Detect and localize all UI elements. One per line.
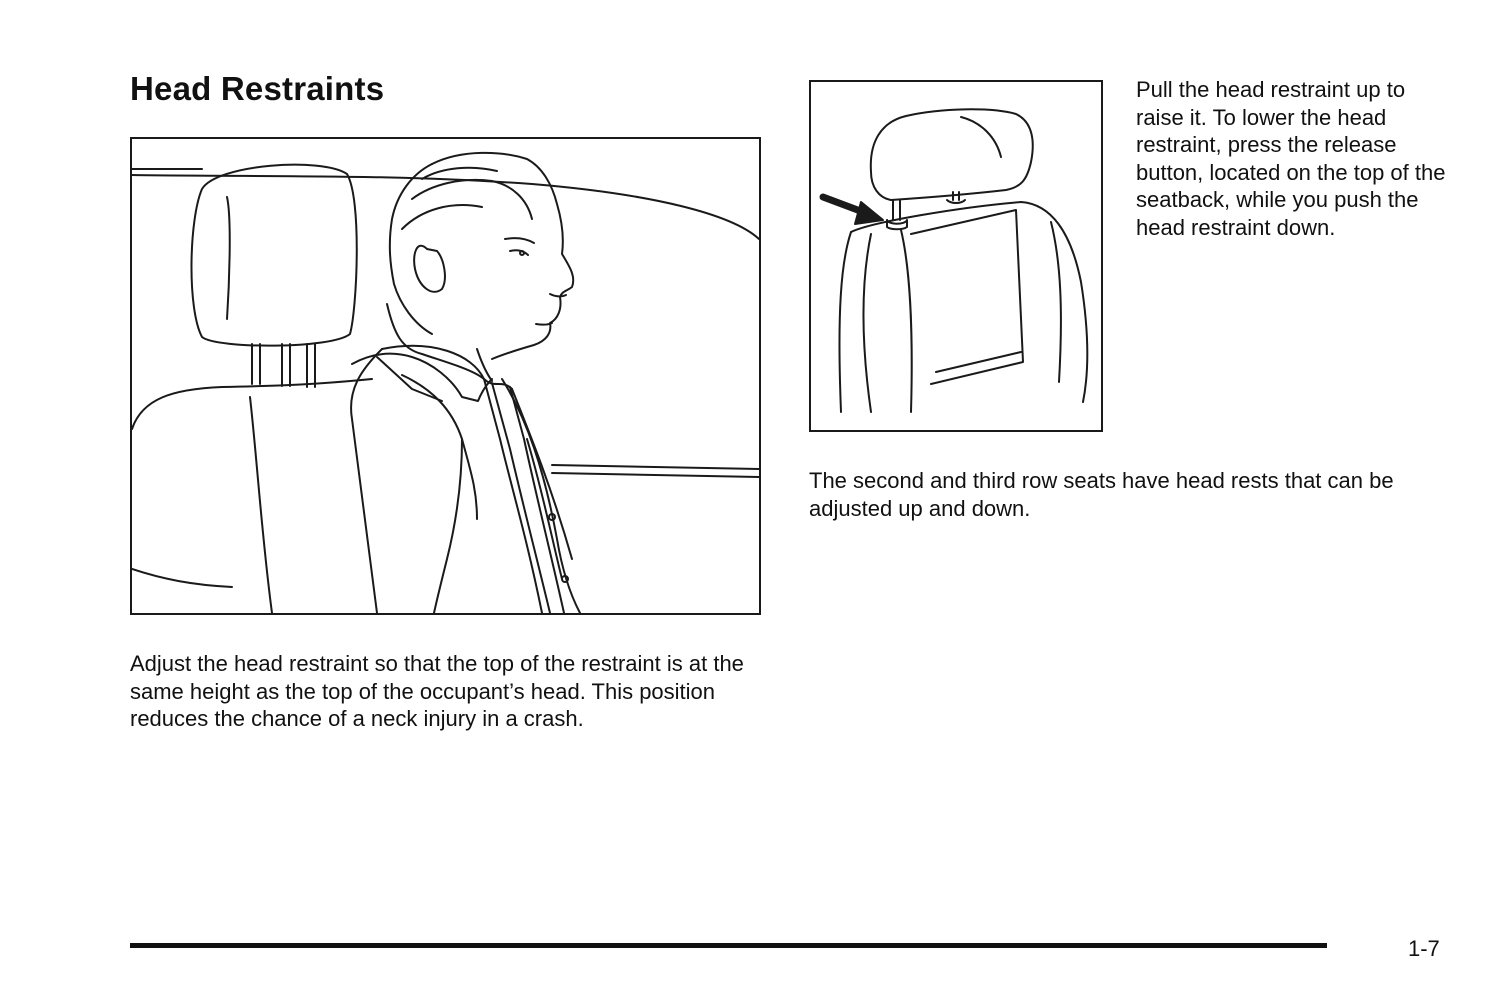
release-button-illustration xyxy=(809,80,1103,432)
section-heading: Head Restraints xyxy=(130,70,385,107)
footer-rule xyxy=(130,943,1327,948)
rear-rows-text: The second and third row seats have head rests that can be adjusted up and down. xyxy=(809,468,1394,521)
seated-occupant-icon xyxy=(132,139,759,613)
occupant-illustration xyxy=(130,137,761,615)
adjust-instructions-text: Adjust the head restraint so that the top of the restraint is at the same height as the top of the occupant’s head. This position reduces the chance of a neck injury in a crash. xyxy=(130,651,744,731)
head-restraint-release-icon xyxy=(811,82,1101,430)
page-number: 1-7 xyxy=(1408,936,1440,961)
pull-instructions-text: Pull the head restraint up to raise it. To lower the head restraint, press the release button, located on the top of the seatback, while you push the head restraint down. xyxy=(1136,77,1446,240)
